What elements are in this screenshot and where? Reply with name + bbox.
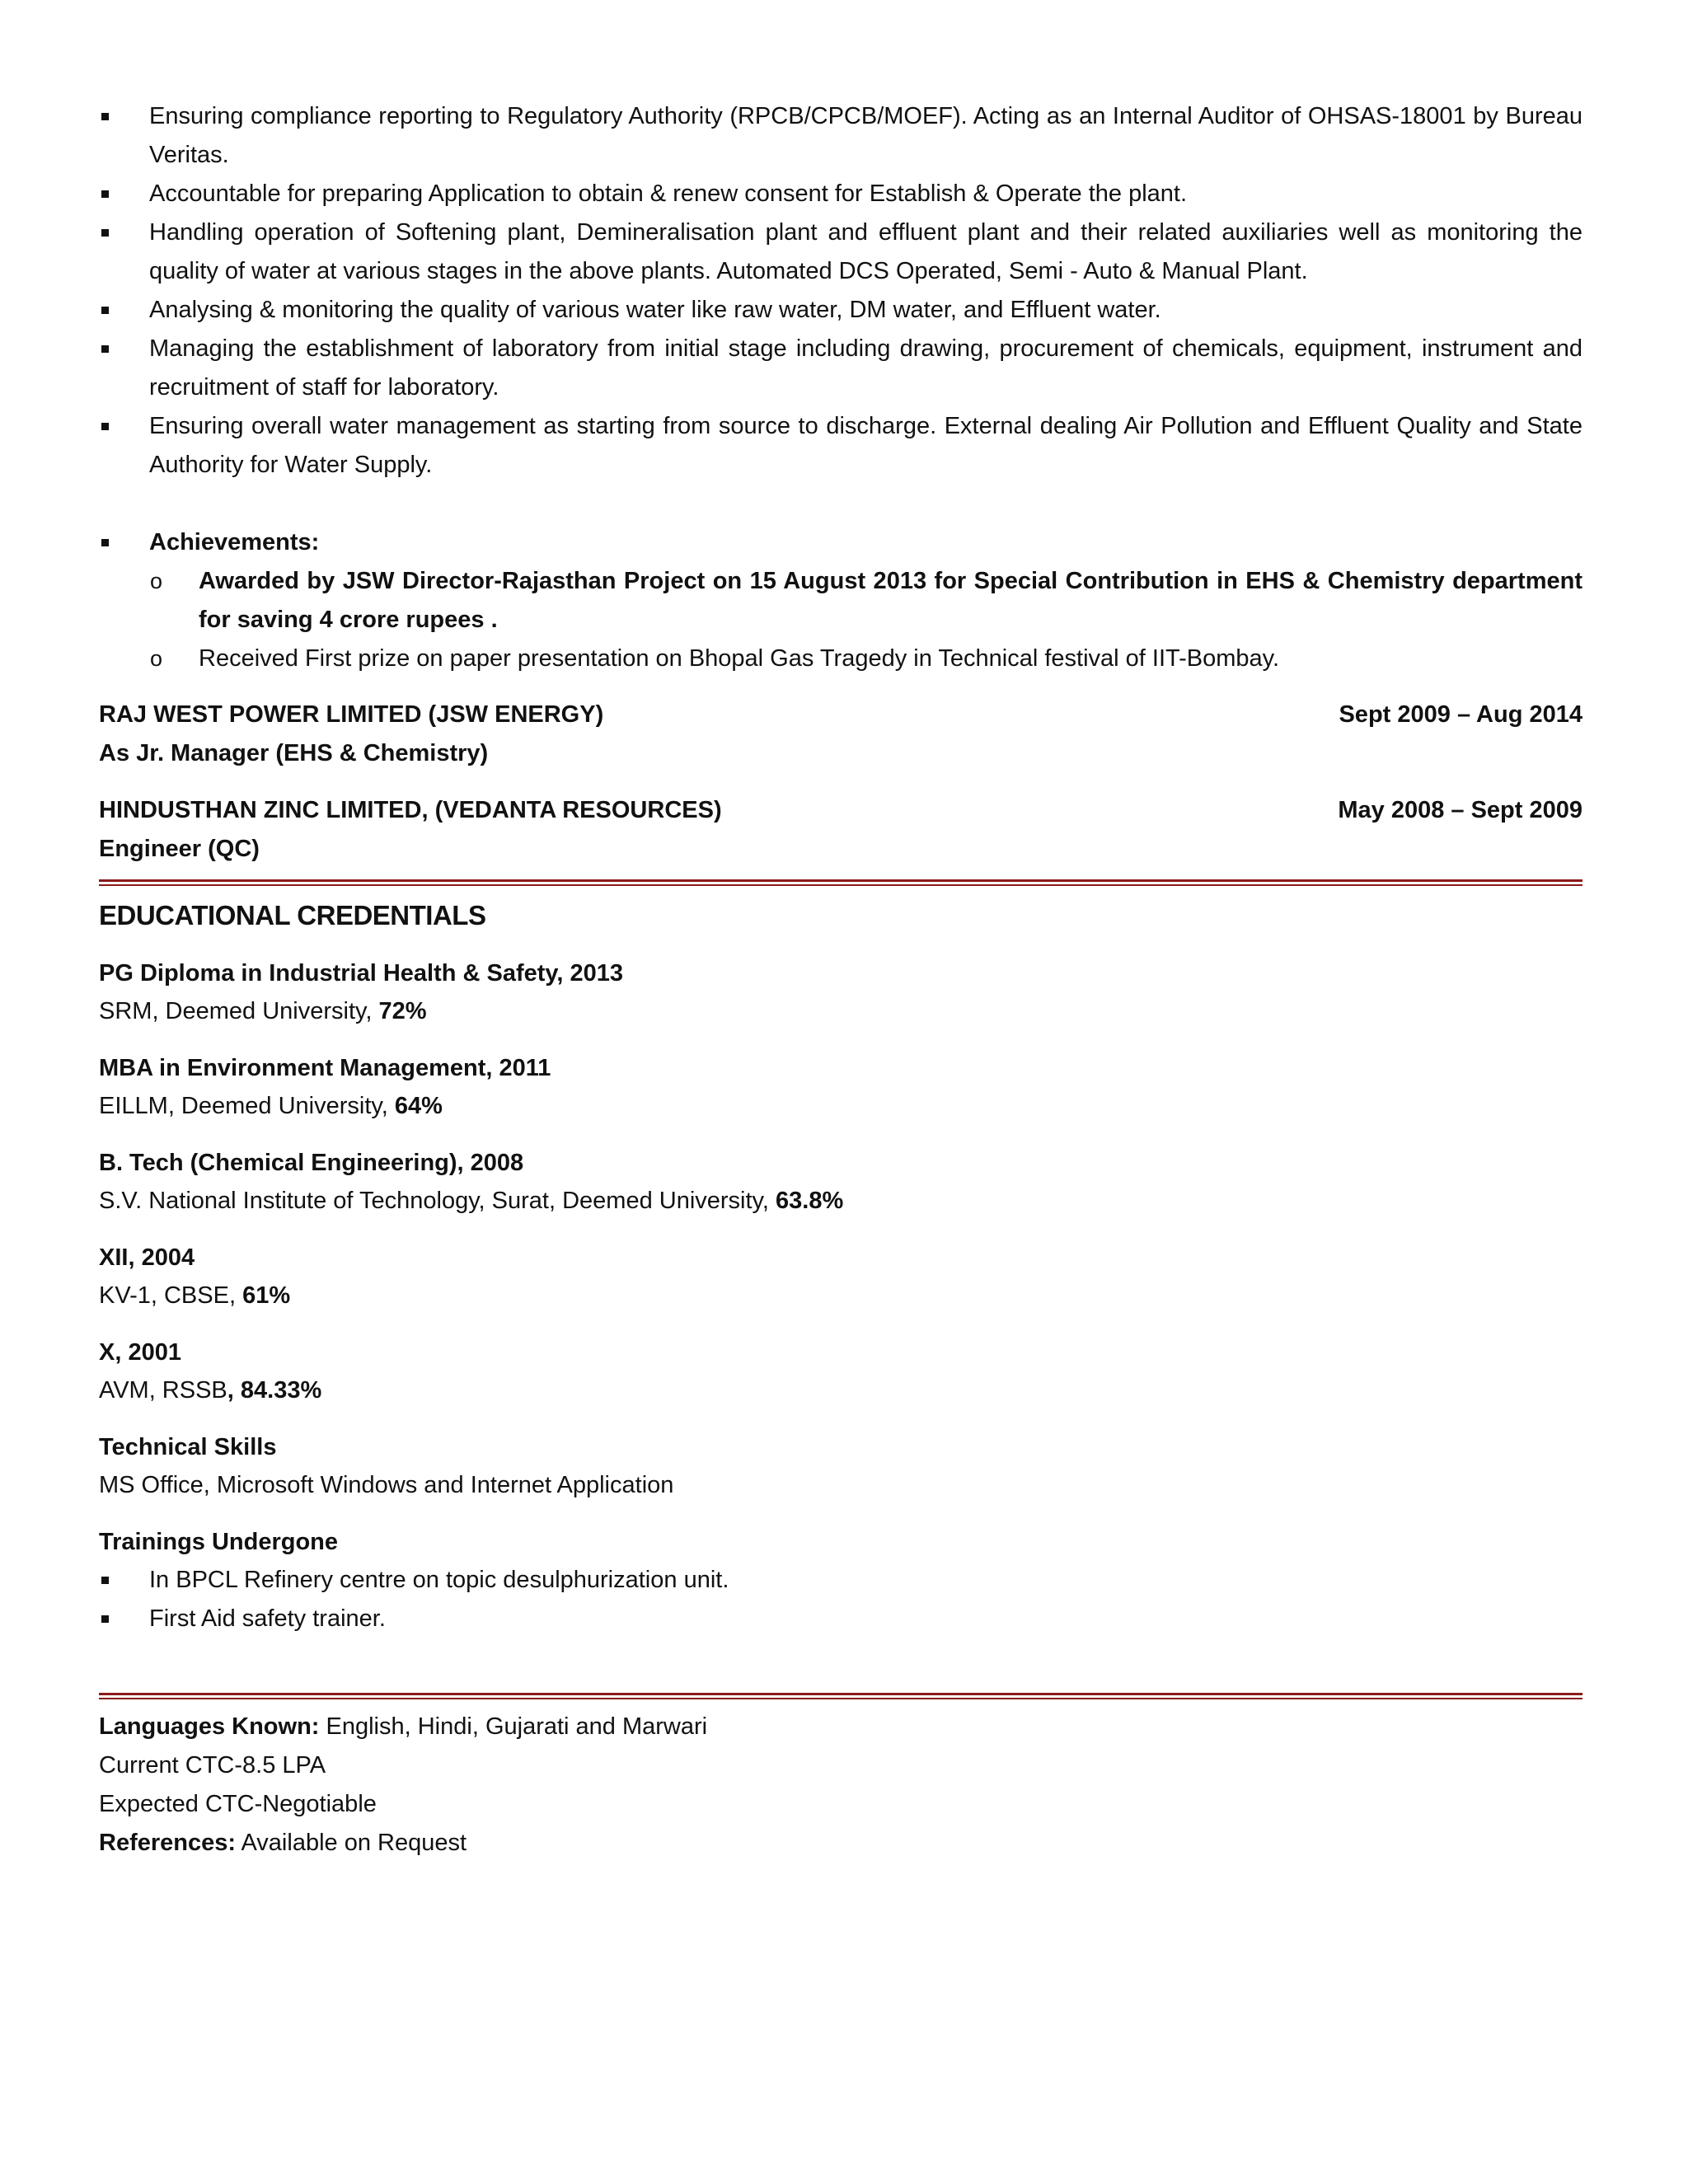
- languages-value: English, Hindi, Gujarati and Marwari: [319, 1713, 708, 1740]
- section-title: EDUCATIONAL CREDENTIALS: [99, 900, 486, 930]
- degree-title: XII, 2004: [99, 1244, 195, 1271]
- score: , 84.33%: [227, 1377, 322, 1404]
- section-divider: [99, 1693, 1582, 1699]
- education-entry: [99, 1333, 1582, 1409]
- trainings-list: [99, 1561, 1582, 1638]
- achievement-text: Received First prize on paper presentation on Bhopal Gas Tragedy in Technical festival of IIT-Bombay.: [199, 645, 1280, 672]
- responsibility-item: Handling operation of Softening plant, Demineralisation plant and effluent plant and their related auxiliaries well as monitoring the quality of water at various stages in the above plants. Automated DCS Operated, Semi - Auto & Manual Plant.: [99, 213, 1582, 291]
- job-entry: [99, 791, 1582, 869]
- responsibility-list: [99, 97, 1582, 485]
- achievements-block: [99, 523, 1582, 562]
- responsibility-item: Analysing & monitoring the quality of various water like raw water, DM water, and Effluent water.: [99, 291, 1582, 330]
- technical-skills: [99, 1428, 1582, 1504]
- education-entry: [99, 1144, 1582, 1220]
- education-entry: [99, 1239, 1582, 1315]
- score: 64%: [394, 1093, 443, 1119]
- trainings: [99, 1523, 1582, 1638]
- degree-title: PG Diploma in Industrial Health & Safety, 2013: [99, 960, 624, 987]
- current-ctc: Current CTC-8.5 LPA: [99, 1752, 326, 1779]
- institute-line: [99, 1087, 1582, 1125]
- achievement-item: [99, 562, 1582, 640]
- resume-content: [99, 97, 1582, 1863]
- expected-ctc: Expected CTC-Negotiable: [99, 1791, 377, 1817]
- institute-line: [99, 1277, 1582, 1315]
- technical-skills-heading: Technical Skills: [99, 1434, 277, 1460]
- section-divider: [99, 879, 1582, 886]
- degree-title: B. Tech (Chemical Engineering), 2008: [99, 1150, 524, 1176]
- job-dates: May 2008 – Sept 2009: [1338, 797, 1582, 823]
- circle-bullet-icon: o: [150, 569, 163, 593]
- company-name: RAJ WEST POWER LIMITED (JSW ENERGY): [99, 701, 604, 728]
- institute-name: EILLM, Deemed University,: [99, 1093, 395, 1119]
- job-role: As Jr. Manager (EHS & Chemistry): [99, 740, 489, 766]
- trainings-heading: Trainings Undergone: [99, 1529, 339, 1555]
- languages-label: Languages Known:: [99, 1713, 320, 1740]
- achievements-heading: Achievements:: [99, 523, 1582, 562]
- institute-name: AVM, RSSB: [99, 1377, 227, 1404]
- references-value: Available on Request: [236, 1830, 467, 1856]
- score: 63.8%: [776, 1188, 844, 1214]
- responsibility-item: Ensuring overall water management as starting from source to discharge. External dealing Air Pollution and Effluent Quality and State Authority for Water Supply.: [99, 407, 1582, 485]
- training-item: First Aid safety trainer.: [99, 1600, 1582, 1638]
- responsibility-item: Accountable for preparing Application to obtain & renew consent for Establish & Operate the plant.: [99, 175, 1582, 213]
- achievement-text: Awarded by JSW Director-Rajasthan Project on 15 August 2013 for Special Contribution in EHS & Chemistry department for saving 4 crore rupees .: [199, 568, 1582, 633]
- responsibility-item: Managing the establishment of laboratory from initial stage including drawing, procurement of chemicals, equipment, instrument and recruitment of staff for laboratory.: [99, 330, 1582, 407]
- job-dates: Sept 2009 – Aug 2014: [1339, 701, 1582, 728]
- institute-line: [99, 1371, 1582, 1409]
- job-role: Engineer (QC): [99, 836, 260, 862]
- references-line: [99, 1824, 1582, 1863]
- institute-line: [99, 992, 1582, 1030]
- institute-name: SRM, Deemed University,: [99, 998, 379, 1024]
- score: 72%: [378, 998, 427, 1024]
- education-entry: [99, 1049, 1582, 1125]
- company-name: HINDUSTHAN ZINC LIMITED, (VEDANTA RESOURCES): [99, 797, 722, 823]
- degree-title: X, 2001: [99, 1339, 181, 1366]
- footer-info: [99, 1708, 1582, 1863]
- references-label: References:: [99, 1830, 237, 1856]
- training-item: In BPCL Refinery centre on topic desulphurization unit.: [99, 1561, 1582, 1600]
- degree-title: MBA in Environment Management, 2011: [99, 1055, 551, 1081]
- score: 61%: [242, 1282, 291, 1309]
- achievement-item: [99, 640, 1582, 678]
- job-entry: [99, 696, 1582, 773]
- responsibility-item: Ensuring compliance reporting to Regulatory Authority (RPCB/CPCB/MOEF). Acting as an Internal Auditor of OHSAS-18001 by Bureau Veritas.: [99, 97, 1582, 175]
- job-header: [99, 696, 1582, 734]
- job-header: [99, 791, 1582, 830]
- achievements-list: [99, 562, 1582, 678]
- institute-line: [99, 1182, 1582, 1220]
- languages-line: [99, 1708, 1582, 1746]
- institute-name: KV-1, CBSE,: [99, 1282, 243, 1309]
- education-entry: [99, 954, 1582, 1030]
- institute-name: S.V. National Institute of Technology, Surat, Deemed University,: [99, 1188, 776, 1214]
- technical-skills-text: MS Office, Microsoft Windows and Internet Application: [99, 1472, 674, 1498]
- circle-bullet-icon: o: [150, 646, 163, 671]
